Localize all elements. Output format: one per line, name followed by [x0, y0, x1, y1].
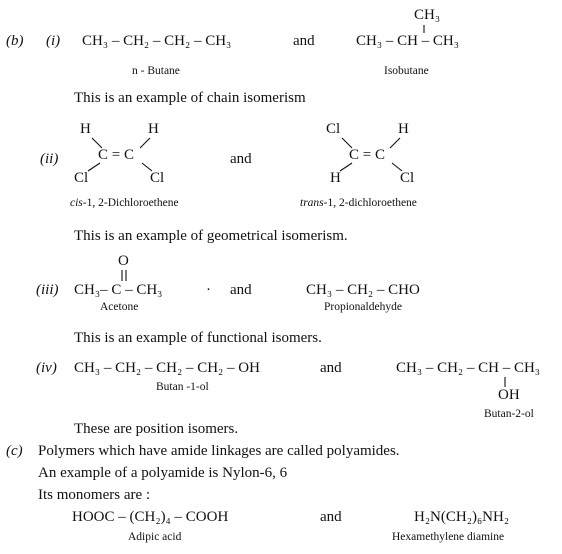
cis-bond-bottom-left	[88, 163, 100, 171]
cis-bond-top-left	[92, 138, 102, 148]
cis-top-left: H	[80, 121, 91, 137]
cis-double-bond: C = C	[98, 147, 134, 163]
butan-1-ol-formula: CH₃ – CH₂ – CH₂ – CH₂ – OH	[74, 360, 260, 376]
item-ii-numeral: (ii)	[40, 151, 59, 167]
propionaldehyde-name: Propionaldehyde	[324, 301, 402, 313]
stray-dot: ·	[206, 282, 211, 298]
cis-bond-top-right	[140, 138, 150, 148]
acetone-name: Acetone	[100, 301, 139, 313]
acetone-formula: CH₃– C – CH₃	[74, 282, 163, 298]
butan-2-ol-oh: OH	[498, 387, 520, 403]
connector-and-i: and	[293, 33, 315, 49]
item-iv-numeral: (iv)	[36, 360, 57, 376]
statement-geometrical: This is an example of geometrical isomerism.	[74, 228, 348, 244]
connector-and-iv: and	[320, 360, 342, 376]
polyamide-example: An example of a polyamide is Nylon-6, 6	[38, 465, 288, 481]
adipic-acid-name: Adipic acid	[128, 531, 182, 543]
connector-and-iii: and	[230, 282, 252, 298]
cis-bottom-right: Cl	[150, 170, 165, 186]
acetone-oxygen: O	[118, 253, 129, 269]
cis-top-right: H	[148, 121, 159, 137]
connector-and-c: and	[320, 509, 342, 525]
n-butane-formula: CH₃ – CH₂ – CH₂ – CH₃	[82, 33, 232, 49]
statement-chain: This is an example of chain isomerism	[74, 90, 306, 106]
adipic-acid-formula: HOOC – (CH₂)₄ – COOH	[72, 509, 229, 525]
part-b-marker: (b)	[6, 33, 24, 49]
item-iii-numeral: (iii)	[36, 282, 59, 298]
isobutane-formula: CH₃ – CH – CH₃	[356, 33, 459, 49]
n-butane-name: n - Butane	[132, 65, 180, 77]
statement-position: These are position isomers.	[74, 421, 239, 437]
butan-2-ol-formula: CH₃ – CH₂ – CH – CH₃	[396, 360, 541, 376]
butan-1-ol-name: Butan -1-ol	[156, 381, 209, 393]
isobutane-name: Isobutane	[384, 65, 429, 77]
trans-bottom-left: H	[330, 170, 341, 186]
hexamethylene-diamine-formula: H₂N(CH₂)₆NH₂	[414, 509, 510, 525]
hexamethylene-diamine-name: Hexamethylene diamine	[392, 531, 505, 543]
trans-double-bond: C = C	[349, 147, 385, 163]
trans-bottom-right: Cl	[400, 170, 415, 186]
trans-bond-bottom-right	[392, 163, 402, 171]
butan-2-ol-name: Butan-2-ol	[484, 408, 534, 420]
part-c-marker: (c)	[6, 443, 23, 459]
cis-name: cis-1, 2-Dichloroethene	[70, 197, 179, 209]
isobutane-top-group: CH₃	[414, 7, 441, 23]
trans-bond-top-right	[390, 138, 400, 148]
trans-bond-bottom-left	[340, 163, 352, 171]
trans-name: trans-1, 2-dichloroethene	[300, 197, 417, 209]
monomers-heading: Its monomers are :	[38, 487, 151, 503]
cis-bond-bottom-right	[142, 163, 152, 171]
polyamide-definition: Polymers which have amide linkages are called polyamides.	[38, 443, 400, 459]
connector-and-ii: and	[230, 151, 252, 167]
trans-top-left: Cl	[326, 121, 341, 137]
item-i-numeral: (i)	[46, 33, 61, 49]
propionaldehyde-formula: CH₃ – CH₂ – CHO	[306, 282, 420, 298]
statement-functional: This is an example of functional isomers.	[74, 330, 322, 346]
trans-top-right: H	[398, 121, 409, 137]
cis-bottom-left: Cl	[74, 170, 89, 186]
trans-bond-top-left	[342, 138, 352, 148]
